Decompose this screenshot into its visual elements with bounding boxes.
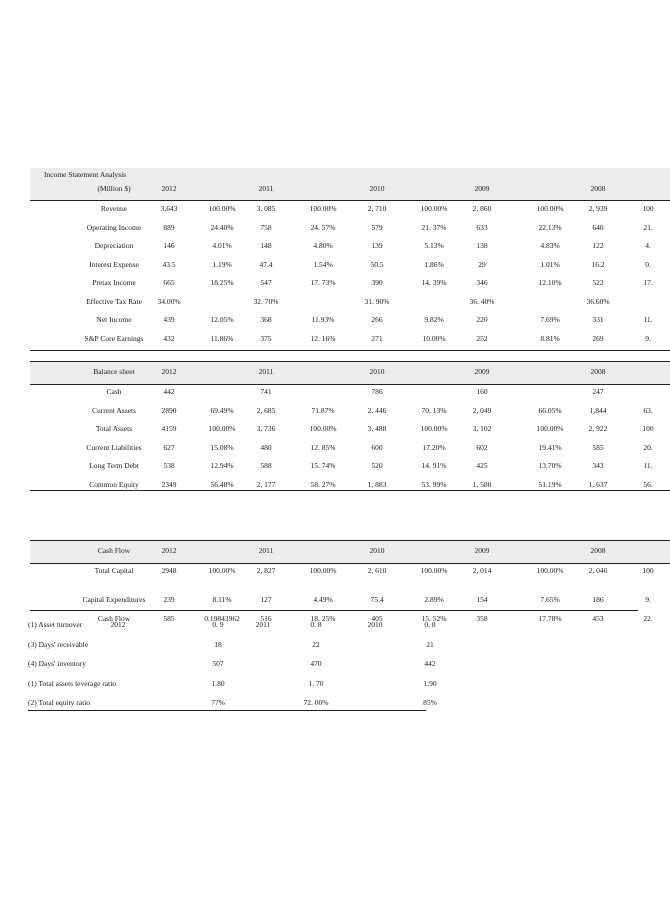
balance-title: Balance sheet xyxy=(93,367,135,376)
table-cell: 12. 85% xyxy=(310,442,336,452)
table-cell: 516 xyxy=(260,613,272,623)
table-cell: 2948 xyxy=(161,566,177,575)
table-cell: 146 xyxy=(163,241,175,250)
income-row xyxy=(30,274,670,292)
income-year: 2011 xyxy=(258,184,274,193)
ratio-cell: 470 xyxy=(310,659,322,668)
table-cell: 3,643 xyxy=(160,204,178,213)
table-cell: 1, 588 xyxy=(472,479,492,489)
ratio-row xyxy=(28,676,437,696)
table-cell: 66.05% xyxy=(538,405,562,415)
ratio-label: (3) Days' receivable xyxy=(28,639,89,649)
table-cell: 50.5 xyxy=(370,259,384,269)
row-label: Current Assets xyxy=(92,405,136,415)
table-cell: 12. 16% xyxy=(310,333,336,343)
table-cell: 29 xyxy=(478,259,486,269)
balance-row xyxy=(30,439,670,457)
ratio-cell: 2010 xyxy=(367,620,383,629)
income-statement-section xyxy=(30,168,670,352)
balance-header-band xyxy=(30,361,670,385)
table-cell: 36. 40% xyxy=(469,296,495,306)
table-cell: 51.19% xyxy=(538,479,562,489)
income-bottom-rule xyxy=(30,350,670,351)
table-cell: 346 xyxy=(476,278,488,287)
table-cell: 2349 xyxy=(161,479,177,489)
table-cell: 2, 939 xyxy=(588,204,608,213)
table-cell: 53. 99% xyxy=(421,479,447,489)
row-label: Operating Income xyxy=(86,222,142,232)
ratio-cell: 1.80 xyxy=(211,678,225,688)
ratio-cell: 0. 8 xyxy=(424,620,436,629)
table-cell: 12.94% xyxy=(210,461,234,470)
income-units: (Million $) xyxy=(97,184,131,193)
ratio-cell: 2011 xyxy=(255,620,271,629)
table-cell: 14. 39% xyxy=(421,278,447,287)
income-year: 2008 xyxy=(590,184,606,193)
table-cell: 2, 177 xyxy=(256,479,276,489)
ratio-cell: 1. 70 xyxy=(308,678,324,688)
income-row xyxy=(30,200,670,218)
ratio-cell: 2012 xyxy=(110,620,126,629)
table-cell: 16.2 xyxy=(591,259,605,269)
table-cell: 3, 488 xyxy=(367,424,387,433)
balance-year: 2012 xyxy=(161,367,177,376)
table-cell: 453 xyxy=(592,613,604,623)
row-label: Common Equity xyxy=(89,479,139,489)
ratio-row xyxy=(28,637,434,657)
cashflow-row xyxy=(30,562,670,580)
row-label: Pretax Income xyxy=(92,278,136,287)
table-cell: 20. xyxy=(643,442,653,452)
table-cell: 425 xyxy=(476,461,488,470)
balance-row xyxy=(30,402,670,420)
table-cell: 2.89% xyxy=(424,595,444,604)
row-label: Depreciation xyxy=(94,241,134,250)
table-cell: 0. xyxy=(645,259,651,269)
table-cell: 15. 52% xyxy=(421,613,447,623)
table-cell: 11.86% xyxy=(210,333,234,343)
table-cell: 100.00% xyxy=(420,566,448,575)
income-title: Income Statement Analysis xyxy=(44,170,127,179)
table-cell: 358 xyxy=(476,613,488,623)
income-year: 2010 xyxy=(369,184,385,193)
table-cell: 266 xyxy=(371,315,383,324)
ratio-cell: 18 xyxy=(214,639,222,649)
table-cell: 4.49% xyxy=(313,595,333,604)
table-cell: 21. xyxy=(643,222,653,232)
ratio-label: (4) Days' inventory xyxy=(28,659,87,668)
table-cell: 36.60% xyxy=(586,296,610,306)
table-cell: 58. 27% xyxy=(310,479,336,489)
table-cell: 2, 014 xyxy=(472,566,492,575)
table-cell: 100 xyxy=(642,424,654,433)
ratio-cell: 442 xyxy=(424,659,436,668)
table-cell: 640 xyxy=(592,222,604,232)
table-cell: 17. xyxy=(643,278,653,287)
table-cell: 22.13% xyxy=(538,222,562,232)
ratio-label: (1) Asset turnover xyxy=(28,620,83,629)
table-cell: 100 xyxy=(642,204,654,213)
table-cell: 100.00% xyxy=(309,424,337,433)
table-cell: 331 xyxy=(592,315,604,324)
balance-year: 2008 xyxy=(590,367,606,376)
table-cell: 547 xyxy=(260,278,272,287)
table-cell: 24.40% xyxy=(210,222,234,232)
ratios-bottom-rule xyxy=(28,710,426,711)
table-cell: 2, 710 xyxy=(367,204,387,213)
table-cell: 2, 685 xyxy=(256,405,276,415)
ratio-label: (1) Total assets leverage ratio xyxy=(28,678,117,688)
table-cell: 3, 085 xyxy=(256,204,276,213)
table-cell: 627 xyxy=(163,442,175,452)
table-cell: 186 xyxy=(592,595,604,604)
table-cell: 21. 37% xyxy=(421,222,447,232)
table-cell: 63. xyxy=(643,405,653,415)
cashflow-header-band xyxy=(30,540,670,564)
table-cell: 480 xyxy=(260,442,272,452)
table-cell: 2, 827 xyxy=(256,566,276,575)
table-cell: 11. xyxy=(643,315,653,324)
table-cell: 9.82% xyxy=(424,315,444,324)
table-cell: 432 xyxy=(163,333,175,343)
table-cell: 70. 13% xyxy=(421,405,447,415)
table-cell: 520 xyxy=(371,461,383,470)
table-cell: 1.86% xyxy=(424,259,444,269)
ratio-cell: 77% xyxy=(211,698,225,707)
table-cell: 75.4 xyxy=(370,595,384,604)
row-label: Net Income xyxy=(96,315,132,324)
table-cell: 13.70% xyxy=(538,461,562,470)
ratio-row xyxy=(28,695,437,715)
table-cell: 0.19843962 xyxy=(204,613,240,623)
cashflow-year: 2012 xyxy=(161,546,177,555)
table-cell: 343 xyxy=(592,461,604,470)
table-cell: 4.01% xyxy=(212,241,232,250)
table-cell: 22. xyxy=(643,613,653,623)
table-cell: 15.08% xyxy=(210,442,234,452)
table-cell: 2, 922 xyxy=(588,424,608,433)
balance-year: 2010 xyxy=(369,367,385,376)
table-cell: 602 xyxy=(476,442,488,452)
table-cell: 3, 736 xyxy=(256,424,276,433)
ratio-cell: 507 xyxy=(212,659,224,668)
cashflow-year: 2009 xyxy=(474,546,490,555)
row-label: Capital Expenditures xyxy=(82,595,146,604)
table-cell: 15. 74% xyxy=(310,461,336,470)
table-cell: 1.01% xyxy=(540,259,560,269)
table-cell: 31. 90% xyxy=(364,296,390,306)
table-cell: 2, 860 xyxy=(472,204,492,213)
table-cell: 100.00% xyxy=(536,204,564,213)
table-cell: 442 xyxy=(163,387,175,396)
table-cell: 148 xyxy=(260,241,272,250)
table-cell: 56.48% xyxy=(210,479,234,489)
ratio-cell: 72. 00% xyxy=(303,698,329,707)
table-cell: 758 xyxy=(260,222,272,232)
table-cell: 786 xyxy=(371,387,383,396)
row-label: Total Capital xyxy=(94,566,134,575)
ratio-cell: 0. 9 xyxy=(212,620,224,629)
table-cell: 269 xyxy=(592,333,604,343)
cashflow-year: 2011 xyxy=(258,546,274,555)
table-cell: 1,844 xyxy=(589,405,607,415)
table-cell: 11.93% xyxy=(311,315,335,324)
table-cell: 1.54% xyxy=(313,259,333,269)
table-cell: 32. 70% xyxy=(253,296,279,306)
income-row xyxy=(30,219,670,237)
row-label: S&P Core Earnings xyxy=(84,333,144,343)
row-label: Interest Expense xyxy=(89,259,139,269)
table-cell: 100.00% xyxy=(208,424,236,433)
table-cell: 139 xyxy=(371,241,383,250)
row-label: Total Assets xyxy=(95,424,133,433)
table-cell: 100.00% xyxy=(536,424,564,433)
table-cell: 11. xyxy=(643,461,653,470)
table-cell: 4.83% xyxy=(540,241,560,250)
table-cell: 12.10% xyxy=(538,278,562,287)
balance-row xyxy=(30,457,670,475)
table-cell: 9. xyxy=(645,333,651,343)
table-cell: 17.78% xyxy=(538,613,562,623)
cashflow-bottom-rule xyxy=(30,610,638,611)
table-cell: 220 xyxy=(476,315,488,324)
cashflow-title: Cash Flow xyxy=(97,546,131,555)
income-row xyxy=(30,256,670,274)
table-cell: 8.11% xyxy=(212,595,232,604)
row-label: Current Liabilities xyxy=(86,442,142,452)
table-cell: 18.25% xyxy=(210,278,234,287)
table-cell: 34.00% xyxy=(157,296,181,306)
table-cell: 100.00% xyxy=(309,204,337,213)
row-label: Cash Flow xyxy=(97,613,131,623)
table-cell: 10.00% xyxy=(422,333,446,343)
table-cell: 368 xyxy=(260,315,272,324)
table-cell: 405 xyxy=(371,613,383,623)
table-cell: 100.00% xyxy=(208,204,236,213)
table-cell: 239 xyxy=(163,595,175,604)
table-cell: 889 xyxy=(163,222,175,232)
table-cell: 69.49% xyxy=(210,405,234,415)
income-header-band xyxy=(30,168,670,201)
table-cell: 522 xyxy=(592,278,604,287)
table-cell: 100.00% xyxy=(420,204,448,213)
table-cell: 17.20% xyxy=(422,442,446,452)
table-cell: 18. 25% xyxy=(310,613,336,623)
table-cell: 14. 91% xyxy=(421,461,447,470)
table-cell: 271 xyxy=(371,333,383,343)
table-cell: 122 xyxy=(592,241,604,250)
table-cell: 19.41% xyxy=(538,442,562,452)
table-cell: 7.69% xyxy=(540,315,560,324)
table-cell: 5.13% xyxy=(424,241,444,250)
table-cell: 2, 049 xyxy=(472,405,492,415)
table-cell: 2, 046 xyxy=(588,566,608,575)
table-cell: 9. xyxy=(645,595,651,604)
ratio-cell: 0. 8 xyxy=(310,620,322,629)
table-cell: 588 xyxy=(260,461,272,470)
ratio-label: (2) Total equity ratio xyxy=(28,698,91,707)
cash-flow-section xyxy=(30,540,670,623)
table-cell: 579 xyxy=(371,222,383,232)
ratio-cell: 21 xyxy=(426,639,434,649)
table-cell: 1, 883 xyxy=(367,479,387,489)
table-cell: 47.4 xyxy=(259,259,273,269)
cashflow-row xyxy=(30,591,670,609)
balance-year: 2011 xyxy=(258,367,274,376)
balance-sheet-section xyxy=(30,361,670,491)
table-cell: 538 xyxy=(163,461,175,470)
ratio-cell: 1.90 xyxy=(423,678,437,688)
table-cell: 24. 57% xyxy=(310,222,336,232)
table-cell: 138 xyxy=(476,241,488,250)
table-cell: 1.19% xyxy=(212,259,232,269)
table-cell: 439 xyxy=(163,315,175,324)
table-cell: 100.00% xyxy=(208,566,236,575)
table-cell: 4. xyxy=(645,241,651,250)
table-cell: 43.5 xyxy=(162,259,176,269)
table-cell: 390 xyxy=(371,278,383,287)
table-cell: 2, 446 xyxy=(367,405,387,415)
table-cell: 2890 xyxy=(161,405,177,415)
table-cell: 17. 73% xyxy=(310,278,336,287)
cashflow-year: 2008 xyxy=(590,546,606,555)
table-cell: 100.00% xyxy=(309,566,337,575)
table-cell: 7.65% xyxy=(540,595,560,604)
table-cell: 100 xyxy=(642,566,654,575)
income-row xyxy=(30,237,670,255)
table-cell: 665 xyxy=(163,278,175,287)
table-cell: 247 xyxy=(592,387,604,396)
table-cell: 4.80% xyxy=(313,241,333,250)
table-cell: 1, 637 xyxy=(588,479,608,489)
ratio-cell: 85% xyxy=(423,698,437,707)
balance-row xyxy=(30,420,670,438)
table-cell: 160 xyxy=(476,387,488,396)
balance-bottom-rule xyxy=(30,490,670,491)
income-row xyxy=(30,330,670,348)
balance-year: 2009 xyxy=(474,367,490,376)
table-cell: 741 xyxy=(260,387,272,396)
income-row xyxy=(30,311,670,329)
ratio-row xyxy=(28,656,436,676)
table-cell: 12.05% xyxy=(210,315,234,324)
ratio-row xyxy=(28,617,436,637)
table-cell: 100.00% xyxy=(420,424,448,433)
table-cell: 8.81% xyxy=(540,333,560,343)
table-cell: 633 xyxy=(476,222,488,232)
table-cell: 3, 102 xyxy=(472,424,492,433)
row-label: Long Term Debt xyxy=(89,461,139,470)
row-label: Revenue xyxy=(100,204,128,213)
balance-row xyxy=(30,383,670,401)
table-cell: 2, 610 xyxy=(367,566,387,575)
table-cell: 56. xyxy=(643,479,653,489)
table-cell: 375 xyxy=(260,333,272,343)
ratio-cell: 22 xyxy=(312,639,320,649)
table-cell: 127 xyxy=(260,595,272,604)
income-row xyxy=(30,293,670,311)
table-cell: 585 xyxy=(592,442,604,452)
table-cell: 71.87% xyxy=(311,405,335,415)
table-cell: 100.00% xyxy=(536,566,564,575)
row-label: Cash xyxy=(106,387,122,396)
cashflow-year: 2010 xyxy=(369,546,385,555)
income-year: 2012 xyxy=(161,184,177,193)
table-cell: 252 xyxy=(476,333,488,343)
table-cell: 600 xyxy=(371,442,383,452)
row-label: Effective Tax Rate xyxy=(86,296,142,306)
table-cell: 4159 xyxy=(161,424,177,433)
table-cell: 585 xyxy=(163,613,175,623)
income-year: 2009 xyxy=(474,184,490,193)
table-cell: 154 xyxy=(476,595,488,604)
